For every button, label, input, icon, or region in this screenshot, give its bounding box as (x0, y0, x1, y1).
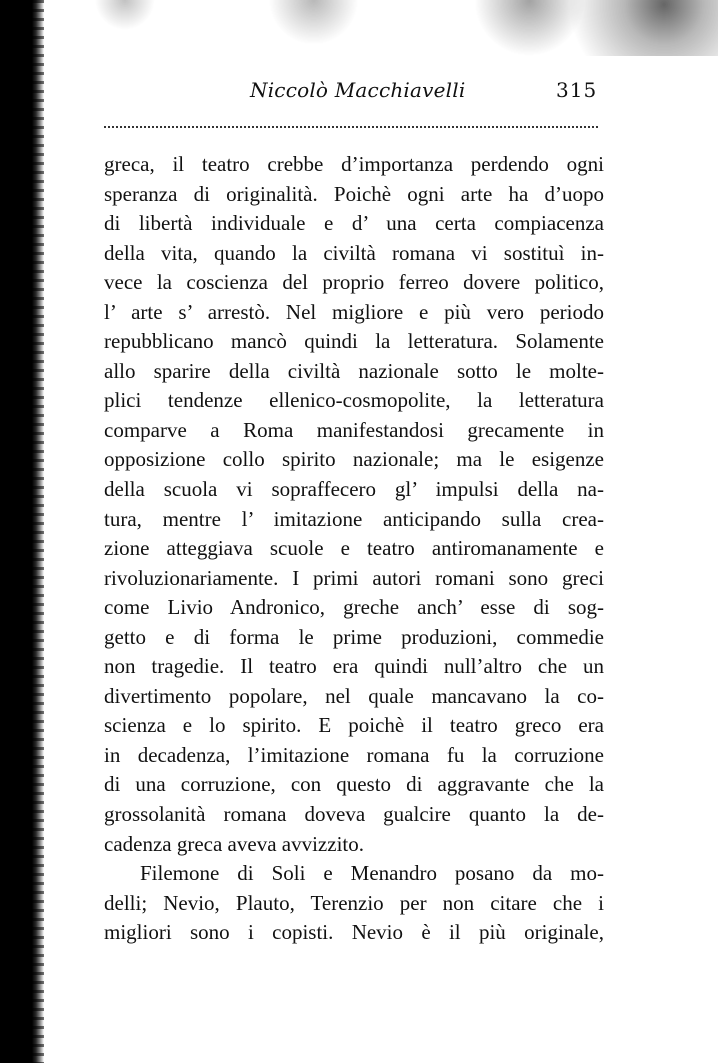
text-line: opposizione collo spirito nazionale; ma le esigenze (104, 447, 604, 472)
text-line: getto e di forma le prime produzioni, commedie (104, 624, 604, 649)
text-line: tura, mentre l’ imitazione anticipando sulla crea- (104, 506, 604, 531)
text-line: zione atteggiava scuole e teatro antiromanamente e (104, 536, 604, 561)
text-line: di una corruzione, con questo di aggravante che la (104, 772, 604, 797)
paragraph-end-line: cadenza greca aveva avvizzito. (104, 831, 364, 856)
text-line: l’ arte s’ arrestò. Nel migliore e più vero periodo (104, 299, 604, 324)
paragraph-start-line: Filemone di Soli e Menandro posano da mo- (140, 861, 604, 886)
text-line: plici tendenze ellenico-cosmopolite, la letteratura (104, 388, 604, 413)
page-number: 315 (556, 78, 598, 102)
text-line: della scuola vi sopraffecero gl’ impulsi della na- (104, 477, 604, 502)
text-line: vece la coscienza del proprio ferreo dovere politico, (104, 270, 604, 295)
text-line: delli; Nevio, Plauto, Terenzio per non citare che i (104, 890, 604, 915)
text-line: repubblicano mancò quindi la letteratura. Solamente (104, 329, 604, 354)
spine-edge-texture (30, 0, 44, 1063)
text-line: greca, il teatro crebbe d’importanza perdendo ogni (104, 152, 604, 176)
text-line: scienza e lo spirito. E poichè il teatro greco era (104, 713, 604, 738)
text-line: della vita, quando la civiltà romana vi sostituì in- (104, 240, 604, 265)
text-line: rivoluzionariamente. I primi autori romani sono greci (104, 565, 604, 590)
text-line: comparve a Roma manifestandosi grecamente in (104, 417, 604, 442)
running-title: Niccolò Macchiavelli (250, 78, 466, 102)
header-dotted-rule (104, 126, 598, 128)
body-text (104, 150, 604, 948)
text-line: come Livio Andronico, greche anch’ esse di sog- (104, 595, 604, 620)
text-line: grossolanità romana doveva gualcire quanto la de- (104, 802, 604, 827)
text-line: allo sparire della civiltà nazionale sotto le molte- (104, 358, 604, 383)
text-line: non tragedie. Il teatro era quindi null’altro che un (104, 654, 604, 679)
text-line: speranza di originalità. Poichè ogni arte ha d’uopo (104, 181, 604, 206)
text-line: divertimento popolare, nel quale mancavano la co- (104, 683, 604, 708)
text-line: in decadenza, l’imitazione romana fu la corruzione (104, 742, 604, 767)
text-line: migliori sono i copisti. Nevio è il più originale, (104, 920, 604, 945)
scan-noise-top (44, 0, 718, 56)
text-line: di libertà individuale e d’ una certa compiacenza (104, 211, 604, 236)
